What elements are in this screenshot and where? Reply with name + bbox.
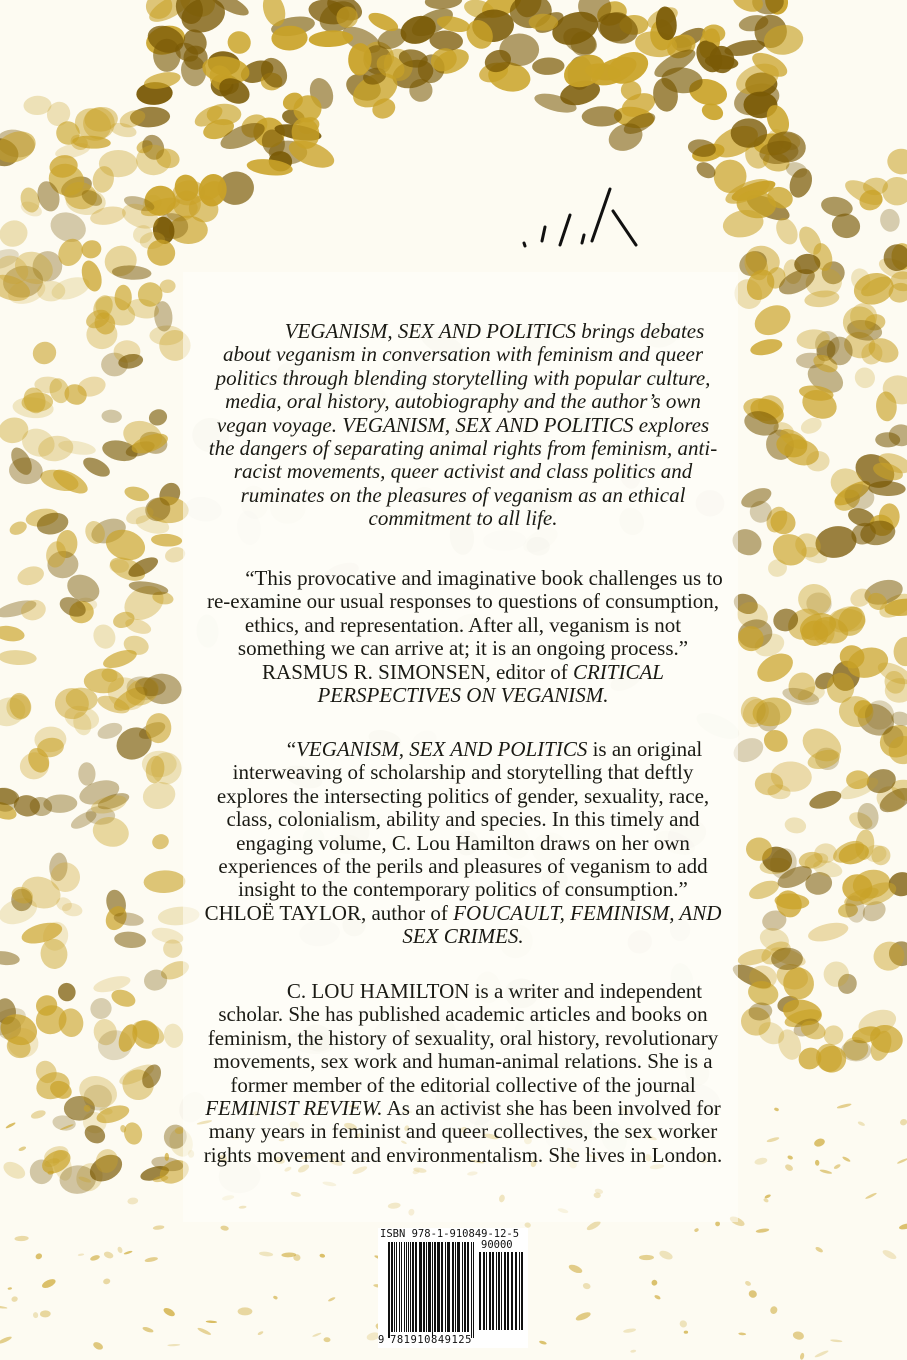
barcode-bar bbox=[426, 1242, 427, 1332]
texture-blob bbox=[799, 1352, 804, 1360]
texture-blob bbox=[774, 1107, 780, 1112]
endorsement-source: CRITICAL PERSPECTIVES ON VEGANISM. bbox=[317, 659, 664, 708]
texture-blob bbox=[748, 1289, 758, 1299]
texture-blob bbox=[197, 1327, 212, 1337]
texture-blob bbox=[787, 1155, 794, 1161]
texture-blob bbox=[162, 1022, 186, 1050]
texture-blob bbox=[103, 1250, 114, 1259]
texture-blob bbox=[90, 1254, 101, 1262]
texture-blob bbox=[897, 1157, 907, 1164]
texture-blob bbox=[424, 0, 462, 10]
texture-blob bbox=[18, 1146, 27, 1152]
texture-blob bbox=[323, 1337, 330, 1342]
texture-blob bbox=[142, 1326, 154, 1334]
texture-blob bbox=[259, 1251, 274, 1257]
texture-blob bbox=[623, 1328, 636, 1334]
texture-blob bbox=[162, 1306, 176, 1318]
barcode-bar bbox=[388, 1242, 390, 1338]
texture-blob bbox=[0, 216, 32, 251]
quote-mark: “ bbox=[286, 737, 297, 761]
texture-blob bbox=[40, 1310, 51, 1317]
texture-blob bbox=[842, 1156, 851, 1163]
barcode-bar bbox=[479, 1252, 481, 1330]
barcode-bar bbox=[492, 1252, 494, 1330]
texture-blob bbox=[754, 1157, 768, 1166]
texture-blob bbox=[879, 207, 902, 233]
barcode-bar bbox=[467, 1242, 469, 1332]
texture-blob bbox=[658, 1249, 674, 1261]
book-description bbox=[203, 320, 723, 531]
barcode-bar bbox=[445, 1242, 446, 1332]
barcode-bar bbox=[399, 1242, 400, 1332]
texture-blob bbox=[893, 636, 907, 666]
texture-blob bbox=[151, 533, 183, 547]
author-bio bbox=[203, 980, 723, 1167]
texture-blob bbox=[532, 57, 565, 76]
bio-text: C. LOU HAMILTON is a writer and independent scholar. She has published academic articles and books on feminism, the history of sexuality, oral history, revolutionary movements, sex work and human-animal relations. She is a former member of the editorial collective of the journal bbox=[207, 979, 719, 1097]
texture-blob bbox=[813, 1137, 826, 1148]
barcode-bar bbox=[483, 1252, 485, 1330]
texture-blob bbox=[783, 816, 807, 835]
texture-blob bbox=[815, 1160, 820, 1166]
texture-blob bbox=[319, 1253, 325, 1258]
texture-blob bbox=[101, 409, 122, 424]
texture-blob bbox=[14, 1236, 28, 1242]
texture-blob bbox=[92, 1341, 104, 1352]
texture-blob bbox=[114, 930, 147, 949]
texture-blob bbox=[30, 1109, 47, 1121]
journal-title: FEMINIST REVIEW. bbox=[205, 1096, 383, 1121]
barcode-bar bbox=[462, 1242, 463, 1332]
barcode-digits-right: 849125 bbox=[431, 1334, 472, 1346]
texture-blob bbox=[123, 1250, 132, 1255]
barcode-bar bbox=[432, 1242, 433, 1338]
texture-blob bbox=[769, 1305, 779, 1315]
isbn-number: ISBN 978-1-910849-12-5 bbox=[380, 1228, 520, 1240]
texture-blob bbox=[756, 1228, 770, 1234]
barcode-bar bbox=[498, 1252, 500, 1330]
texture-blob bbox=[103, 1278, 111, 1285]
texture-blob bbox=[7, 1287, 12, 1290]
barcode-bar bbox=[401, 1242, 402, 1332]
price-code: 90000 bbox=[481, 1239, 513, 1251]
barcode-bar bbox=[412, 1242, 414, 1332]
texture-blob bbox=[651, 1279, 658, 1286]
texture-blob bbox=[731, 118, 767, 147]
texture-blob bbox=[815, 1246, 824, 1254]
texture-blob bbox=[206, 1320, 218, 1323]
texture-blob bbox=[0, 1335, 12, 1345]
texture-blob bbox=[830, 1339, 842, 1343]
texture-blob bbox=[32, 1312, 38, 1319]
texture-blob bbox=[568, 1263, 584, 1275]
barcode-bar bbox=[521, 1252, 523, 1330]
barcode-bar bbox=[406, 1242, 407, 1332]
barcode-bar bbox=[455, 1242, 456, 1332]
texture-blob bbox=[122, 1120, 145, 1146]
texture-blob bbox=[0, 649, 37, 666]
barcode-bar bbox=[404, 1242, 405, 1332]
texture-blob bbox=[123, 484, 151, 503]
barcode-bar bbox=[489, 1252, 491, 1330]
texture-blob bbox=[784, 1163, 794, 1172]
isbn-barcode bbox=[378, 1228, 528, 1348]
texture-blob bbox=[273, 1295, 279, 1300]
texture-blob bbox=[806, 919, 850, 944]
texture-blob bbox=[694, 1228, 700, 1233]
texture-blob bbox=[312, 1332, 322, 1337]
texture-blob bbox=[886, 147, 907, 176]
texture-blob bbox=[678, 1319, 688, 1328]
texture-blob bbox=[109, 559, 129, 573]
texture-blob bbox=[117, 1246, 124, 1254]
texture-blob bbox=[328, 1296, 336, 1302]
endorsement-simonsen bbox=[203, 567, 723, 707]
barcode-digits-left: 781910 bbox=[390, 1334, 431, 1346]
texture-blob bbox=[582, 1282, 591, 1290]
texture-blob bbox=[899, 1118, 907, 1126]
texture-blob bbox=[684, 1331, 689, 1334]
texture-blob bbox=[80, 454, 113, 481]
barcode-bar bbox=[434, 1242, 436, 1332]
texture-blob bbox=[78, 1253, 85, 1256]
texture-blob bbox=[0, 1305, 7, 1309]
texture-blob bbox=[749, 336, 784, 358]
texture-blob bbox=[87, 994, 116, 1023]
texture-blob bbox=[851, 364, 878, 391]
texture-blob bbox=[575, 1311, 592, 1323]
texture-blob bbox=[220, 1225, 229, 1231]
texture-blob bbox=[167, 1344, 180, 1347]
texture-blob bbox=[1, 1158, 28, 1182]
barcode-bar bbox=[419, 1242, 422, 1332]
barcode-bar bbox=[486, 1252, 487, 1330]
barcode-bar bbox=[496, 1252, 497, 1330]
barcode-digit-prefix: 9 bbox=[378, 1334, 385, 1346]
texture-blob bbox=[582, 106, 623, 127]
texture-blob bbox=[833, 1163, 841, 1170]
texture-blob bbox=[0, 624, 26, 644]
barcode-bar bbox=[428, 1242, 431, 1332]
texture-blob bbox=[144, 1256, 158, 1263]
texture-blob bbox=[35, 1252, 43, 1260]
barcode-bar bbox=[437, 1242, 440, 1332]
texture-blob bbox=[792, 1331, 805, 1341]
barcode-bar bbox=[447, 1242, 450, 1332]
texture-blob bbox=[7, 519, 28, 538]
texture-blob bbox=[654, 1294, 661, 1300]
texture-blob bbox=[744, 1280, 752, 1287]
barcode-bar bbox=[511, 1252, 513, 1330]
barcode-bar bbox=[452, 1242, 454, 1332]
texture-blob bbox=[823, 1024, 845, 1046]
book-title: VEGANISM, SEX AND POLITICS bbox=[296, 737, 588, 761]
texture-blob bbox=[165, 1153, 169, 1161]
description-text: brings debates about veganism in conversation with feminism and queer politics through blending storytelling with popular culture, media, oral history, autobiography and the author’s own vegan voyage. bbox=[215, 319, 711, 437]
texture-blob bbox=[143, 870, 186, 894]
description-text: explores the dangers of separating animal rights from feminism, anti-racist movements, queer activist and class politics and ruminates on the pleasures of veganism as an ethical commitment to all life. bbox=[208, 412, 718, 531]
texture-blob bbox=[238, 1307, 253, 1315]
barcode-bar bbox=[441, 1242, 443, 1332]
barcode-bar bbox=[394, 1242, 395, 1332]
texture-blob bbox=[898, 1222, 907, 1230]
texture-blob bbox=[79, 238, 104, 261]
texture-blob bbox=[153, 1225, 165, 1231]
endorsement-text: “This provocative and imaginative book challenges us to re-examine our usual responses to questions of consumption, ethics, and representation. After all, veganism is not something we can arrive at; it is an ongoing process.” RASMUS R. SIMONSEN, editor of bbox=[206, 566, 723, 684]
texture-blob bbox=[15, 563, 46, 588]
texture-blob bbox=[11, 1296, 19, 1303]
texture-blob bbox=[729, 0, 766, 16]
publisher-logo-icon bbox=[520, 183, 640, 253]
barcode-bar bbox=[415, 1242, 417, 1332]
bio-text: As an activist she has been involved for many years in feminist and queer collectives, the sex worker rights movement and environmentalism. She lives in London. bbox=[203, 1096, 723, 1167]
barcode-bar bbox=[471, 1242, 472, 1338]
barcode-bar bbox=[507, 1252, 509, 1330]
barcode-bar bbox=[501, 1252, 502, 1330]
barcode-bar bbox=[515, 1252, 517, 1330]
texture-blob bbox=[630, 1349, 636, 1353]
texture-blob bbox=[127, 1197, 138, 1205]
texture-blob bbox=[539, 1340, 547, 1345]
texture-blob bbox=[837, 1103, 852, 1110]
texture-blob bbox=[29, 338, 59, 368]
texture-blob bbox=[78, 762, 96, 786]
texture-blob bbox=[41, 1277, 57, 1290]
texture-blob bbox=[738, 1332, 746, 1335]
texture-blob bbox=[140, 778, 179, 812]
texture-blob bbox=[257, 1330, 264, 1335]
endorsement-taylor bbox=[203, 738, 723, 949]
endorsement-source: FOUCAULT, FEMINISM, AND SEX CRIMES. bbox=[402, 900, 722, 949]
texture-blob bbox=[766, 1136, 779, 1143]
barcode-bar bbox=[410, 1242, 411, 1332]
texture-blob bbox=[0, 949, 21, 966]
texture-blob bbox=[639, 1255, 654, 1260]
texture-blob bbox=[5, 1122, 16, 1130]
barcode-bar bbox=[423, 1242, 425, 1332]
barcode-bar bbox=[396, 1242, 397, 1332]
book-title: VEGANISM, SEX AND POLITICS bbox=[342, 412, 634, 437]
barcode-bar bbox=[464, 1242, 466, 1332]
barcode-bar bbox=[473, 1242, 474, 1338]
book-title: VEGANISM, SEX AND POLITICS bbox=[284, 319, 576, 343]
texture-blob bbox=[857, 1121, 865, 1127]
texture-blob bbox=[814, 1349, 829, 1358]
texture-blob bbox=[702, 24, 725, 42]
texture-blob bbox=[99, 150, 138, 177]
texture-blob bbox=[881, 1248, 897, 1261]
barcode-bar bbox=[408, 1242, 409, 1332]
texture-blob bbox=[150, 832, 171, 851]
endorsement-text: is an original interweaving of scholarship and storytelling that deftly explores the intersecting politics of gender, sexuality, race, class, colonialism, ability and species. In this timely and engaging volume, C. Lou Hamilton draws on her own experiences of the perils and pleasures of veganism to add insight to the contemporary politics of consumption.” CHLOË TAYLOR, author of bbox=[204, 737, 710, 925]
texture-blob bbox=[865, 1192, 877, 1200]
texture-blob bbox=[807, 787, 843, 812]
texture-blob bbox=[56, 981, 77, 1003]
barcode-bar bbox=[504, 1252, 506, 1330]
barcode-bar bbox=[519, 1252, 520, 1330]
barcode-bar bbox=[457, 1242, 460, 1332]
texture-blob bbox=[819, 1169, 832, 1175]
barcode-bar bbox=[391, 1242, 393, 1332]
